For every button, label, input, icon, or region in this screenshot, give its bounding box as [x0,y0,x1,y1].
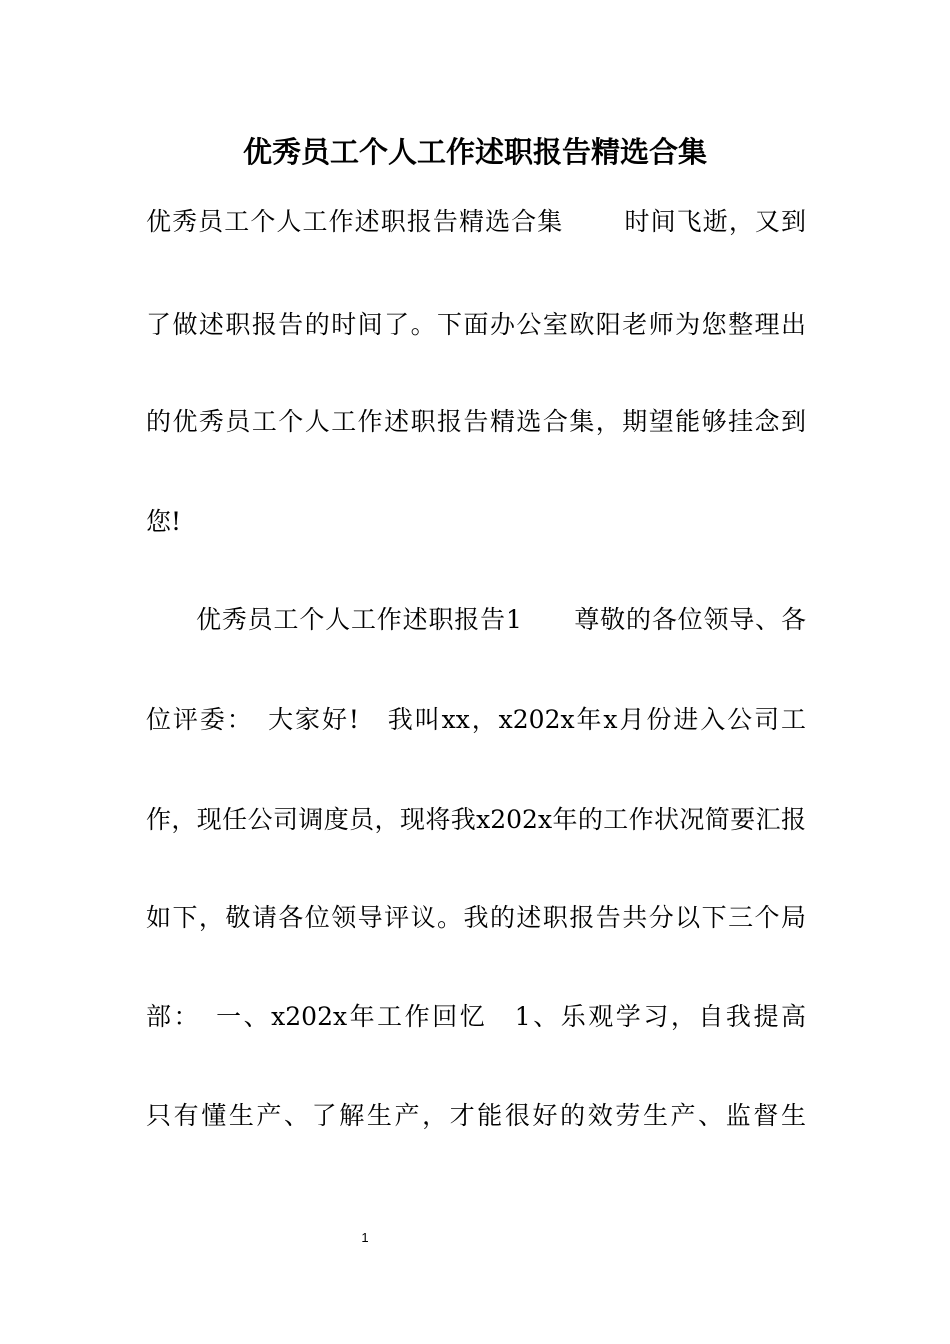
body-text-line: 的优秀员工个人工作述职报告精选合集，期望能够挂念到 [146,407,806,436]
body-text-line: 优秀员工个人工作述职报告精选合集 时间飞逝，又到 [146,207,806,236]
body-text-line: 如下，敬请各位领导评议。我的述职报告共分以下三个局 [146,903,806,932]
body-text-line: 优秀员工个人工作述职报告1 尊敬的各位领导、各 [196,605,806,634]
body-text-line: 只有懂生产、了解生产，才能很好的效劳生产、监督生 [146,1101,806,1130]
body-text-line: 部： 一、x202x年工作回忆 1、乐观学习，自我提高 [146,1002,806,1031]
body-text-line: 位评委： 大家好! 我叫xx，x202x年x月份进入公司工 [146,705,806,734]
body-text-line: 了做述职报告的时间了。下面办公室欧阳老师为您整理出 [146,310,806,339]
body-text-line: 您! [146,507,182,536]
document-title: 优秀员工个人工作述职报告精选合集 [242,135,707,169]
body-text-line: 作，现任公司调度员，现将我x202x年的工作状况简要汇报 [146,805,806,834]
page-number: 1 [361,1230,369,1245]
